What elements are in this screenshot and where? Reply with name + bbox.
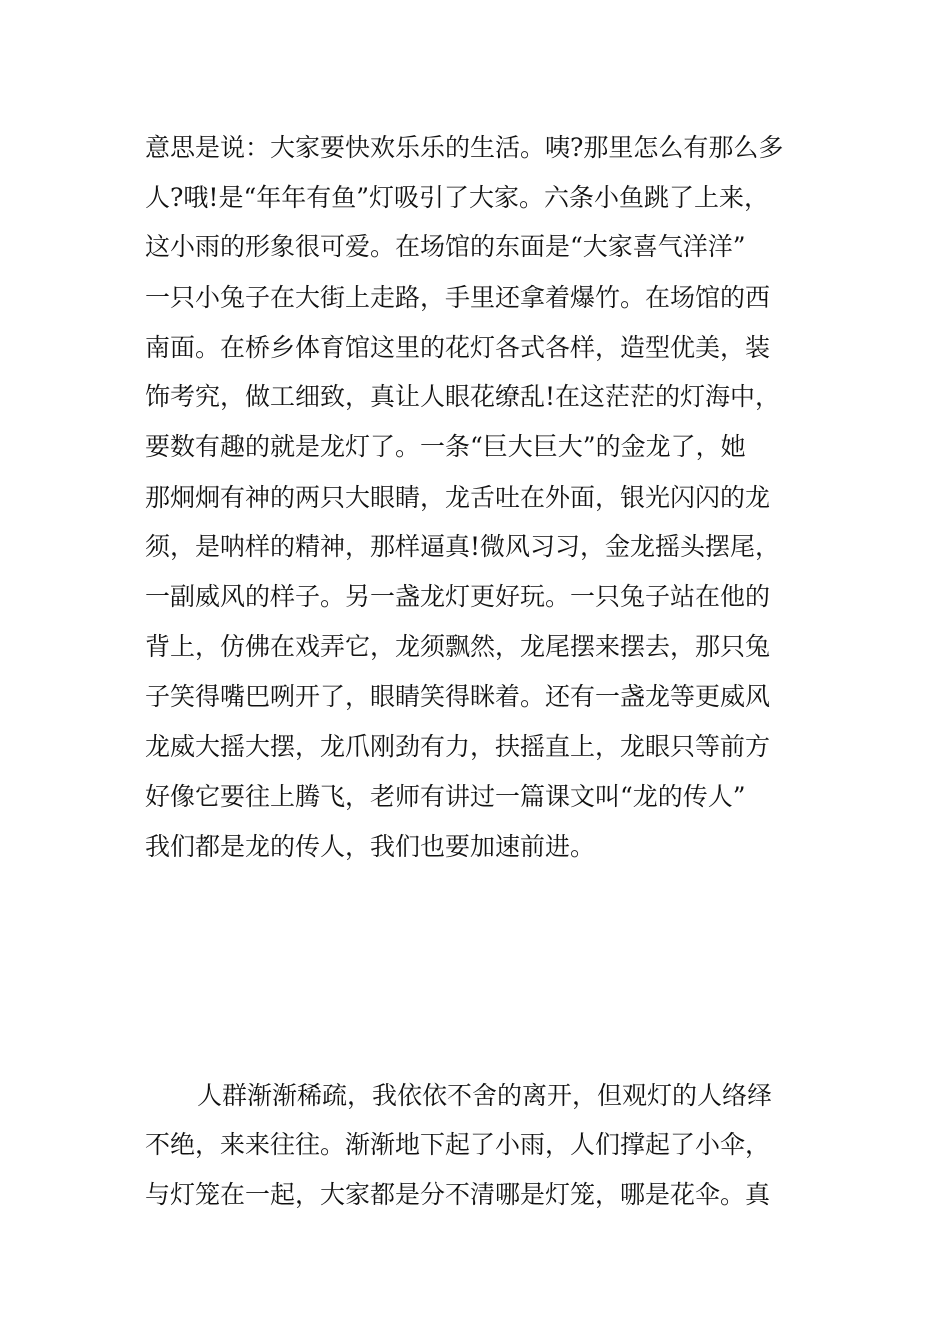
text-line: 不绝，来来往往。渐渐地下起了小雨，人们撑起了小伞， [145,1130,771,1159]
text-line: 子笑得嘴巴咧开了，眼睛笑得眯着。还有一盏龙等更威风 [145,682,771,711]
text-line: 南面。在桥乡体育馆这里的花灯各式各样，造型优美，装 [145,333,771,362]
text-line: 饰考究，做工细致，真让人眼花缭乱!在这茫茫的灯海中， [145,382,781,411]
text-line: 意思是说：大家要快欢乐乐的生活。咦?那里怎么有那么多 [145,133,784,162]
text-line: 那炯炯有神的两只大眼睛，龙舌吐在外面，银光闪闪的龙 [145,483,771,512]
text-line: 背上，仿佛在戏弄它，龙须飘然，龙尾摆来摆去，那只兔 [145,632,771,661]
text-line: 这小雨的形象很可爱。在场馆的东面是“大家喜气洋洋” [145,232,746,261]
text-line: 人?哦!是“年年有鱼”灯吸引了大家。六条小鱼跳了上来， [145,183,770,212]
text-line: 我们都是龙的传人，我们也要加速前进。 [145,832,596,861]
text-line: 要数有趣的就是龙灯了。一条“巨大巨大”的金龙了，她 [145,432,746,461]
text-line: 须，是呐样的精神，那样逼真!微风习习，金龙摇头摆尾， [145,532,781,561]
text-line: 一只小兔子在大街上走路，手里还拿着爆竹。在场馆的西 [145,283,771,312]
text-line: 与灯笼在一起，大家都是分不清哪是灯笼，哪是花伞。真 [145,1180,771,1209]
text-line: 龙威大摇大摆，龙爪刚劲有力，扶摇直上，龙眼只等前方 [145,732,771,761]
text-line-indented: 人群渐渐稀疏，我依依不舍的离开，但观灯的人络绎 [197,1081,773,1110]
text-line: 好像它要往上腾飞，老师有讲过一篇课文叫“龙的传人” [145,782,746,811]
text-line: 一副威风的样子。另一盏龙灯更好玩。一只兔子站在他的 [145,582,771,611]
